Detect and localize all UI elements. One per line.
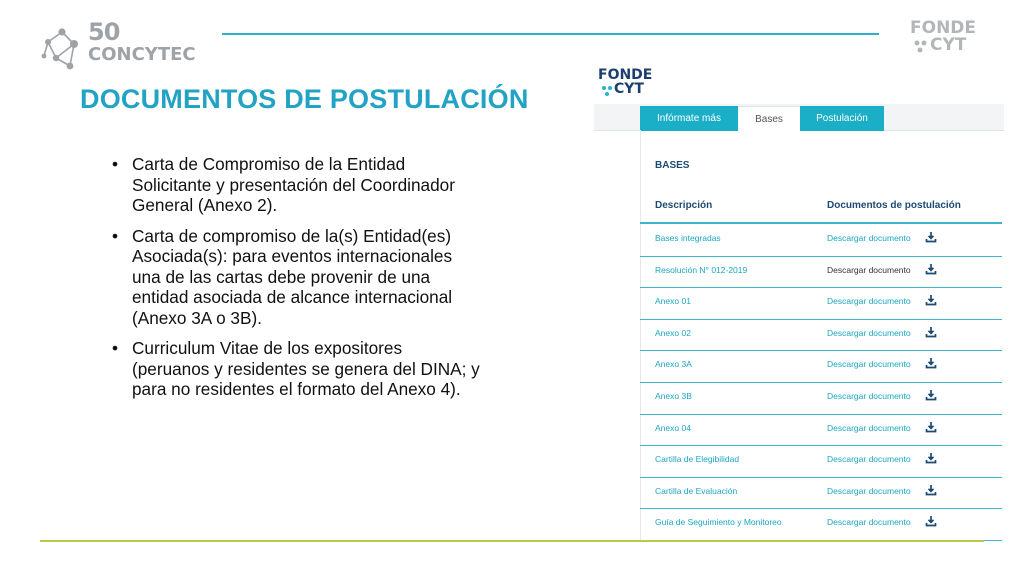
fondecyt-dots-icon [600, 84, 614, 98]
document-description: Anexo 01 [655, 296, 691, 307]
table-row [640, 256, 1002, 289]
fondecyt-logo [910, 20, 984, 60]
web-logo-line2: CYT [614, 81, 644, 97]
bullet-text: Carta de Compromiso de la Entidad Solicitante y presentación del Coordinador General (Anexo 2). [132, 154, 455, 215]
bullet-marker: • [112, 154, 119, 174]
table-row [640, 414, 1002, 447]
bullet-item [112, 338, 482, 400]
section-title: BASES [655, 160, 690, 171]
document-description: Anexo 02 [655, 327, 691, 338]
fondecyt-web-screenshot [594, 64, 1004, 542]
column-header-description: Descripción [655, 200, 713, 211]
tab-informate-mas[interactable]: Infórmate más [640, 106, 738, 131]
document-description: Cartilla de Elegibilidad [655, 454, 740, 465]
download-link[interactable]: Descargar documento [827, 359, 911, 370]
concytec-anniversary-number: 50 [88, 18, 120, 46]
fondecyt-dots-icon [912, 38, 930, 56]
table-row [640, 382, 1002, 415]
download-link[interactable]: Descargar documento [827, 517, 911, 528]
table-row [640, 350, 1002, 383]
bullet-item [112, 226, 482, 329]
download-icon[interactable] [924, 451, 938, 465]
bullet-item [112, 154, 482, 216]
concytec-network-icon [40, 20, 86, 76]
bullet-marker: • [112, 338, 119, 358]
bullet-list [112, 154, 482, 410]
bullet-marker: • [112, 225, 119, 246]
document-description: Anexo 3B [655, 391, 692, 401]
download-icon[interactable] [924, 325, 938, 339]
fondecyt-logo-line1: FONDE [910, 18, 977, 38]
table-row [640, 508, 1002, 541]
table-row [640, 287, 1002, 320]
fondecyt-logo-line2: CYT [930, 35, 967, 55]
document-description: Anexo 04 [655, 422, 691, 433]
bullet-text: Carta de compromiso de la(s) Entidad(es) Asociada(s): para eventos internacionales una de las cartas debe provenir de una entidad asociada de alcance internacional (Anexo 3A o 3B). [132, 225, 453, 328]
document-description: Bases integradas [655, 233, 721, 243]
web-logo-line1: FONDE [598, 67, 653, 83]
column-header-documents: Documentos de postulación [827, 200, 961, 211]
download-link[interactable]: Descargar documento [827, 454, 911, 465]
tab-postulacion[interactable]: Postulación [800, 106, 884, 131]
top-divider [222, 33, 879, 35]
document-description: Resolución N° 012-2019 [655, 264, 748, 275]
download-link[interactable]: Descargar documento [827, 296, 911, 307]
bottom-divider [40, 540, 984, 542]
download-link[interactable]: Descargar documento [827, 422, 911, 433]
download-icon[interactable] [924, 514, 938, 528]
download-icon[interactable] [924, 230, 938, 244]
table-row [640, 224, 1002, 257]
table-row [640, 445, 1002, 478]
document-description: Anexo 3A [655, 359, 692, 370]
table-row [640, 477, 1002, 510]
web-fondecyt-logo [598, 68, 658, 102]
tab-bases[interactable]: Bases [738, 106, 800, 132]
table-row [640, 319, 1002, 352]
download-icon[interactable] [924, 293, 938, 307]
slide-title: DOCUMENTOS DE POSTULACIÓN [80, 84, 529, 114]
download-link[interactable]: Descargar documento [827, 327, 911, 338]
download-link[interactable]: Descargar documento [827, 233, 911, 243]
document-description: Cartilla de Evaluación [655, 485, 738, 496]
download-icon[interactable] [924, 356, 938, 370]
document-description: Guía de Seguimiento y Monitoreo [655, 517, 782, 528]
download-icon[interactable] [924, 262, 938, 276]
download-link[interactable]: Descargar documento [827, 264, 911, 275]
concytec-name: CONCYTEC [88, 44, 196, 65]
concytec-logo [40, 20, 200, 76]
download-link[interactable]: Descargar documento [827, 485, 911, 496]
bullet-text: Curriculum Vitae de los expositores (peruanos y residentes se genera del DINA; y para no residentes el formato del Anexo 4). [132, 338, 480, 399]
download-link[interactable]: Descargar documento [827, 391, 911, 401]
download-icon[interactable] [924, 420, 938, 434]
download-icon[interactable] [924, 483, 938, 497]
download-icon[interactable] [924, 388, 938, 402]
